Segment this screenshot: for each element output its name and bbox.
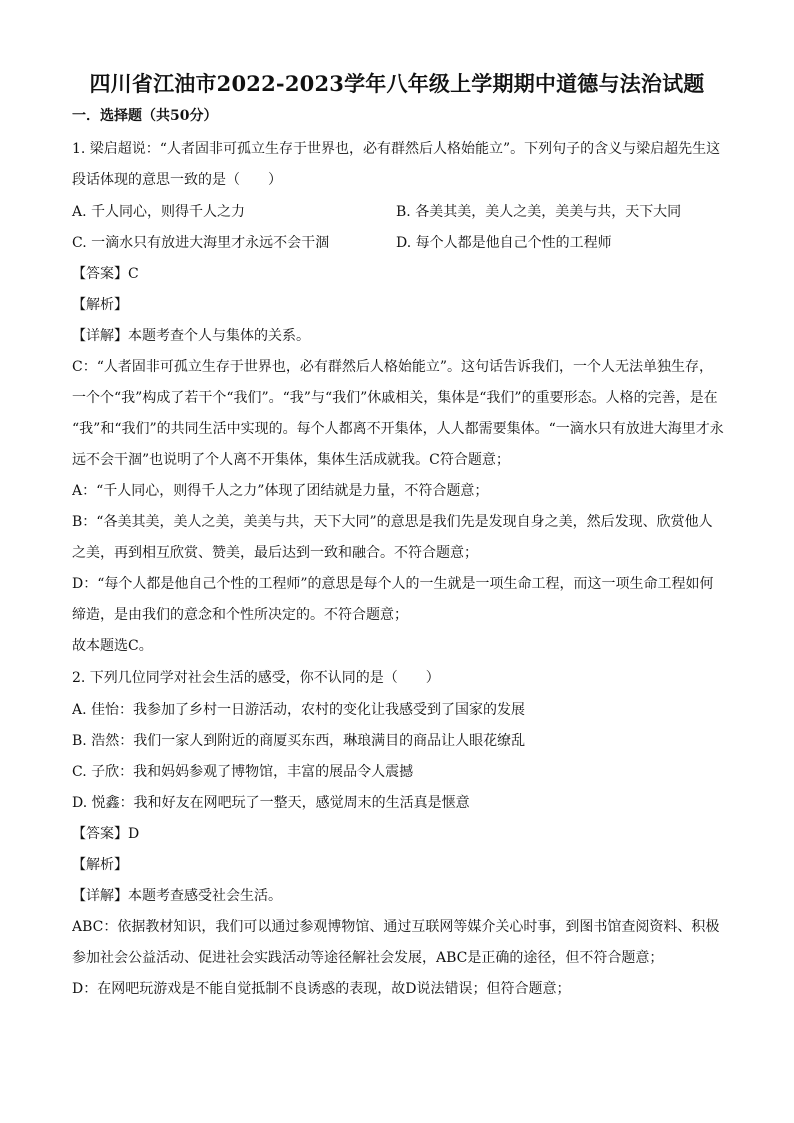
q1-explanation-line: C：“人者固非可孤立生存于世界也，必有群然后人格始能立”。这句话告诉我们，一个人无法单独生存，: [72, 359, 714, 375]
q1-options-row-1: [72, 202, 724, 222]
q2-option-d: D. 悦鑫：我和好友在网吧玩了一整天，感觉周末的生活真是惬意: [72, 795, 470, 811]
q2-detail: 【详解】本题考查感受社会生活。: [72, 888, 282, 904]
section-heading: 一．选择题（共50分）: [72, 108, 218, 124]
q2-explanation-line: ABC：依据教材知识，我们可以通过参观博物馆、通过互联网等媒介关心时事，到图书馆查阅资料、积极: [72, 919, 720, 935]
q2-option-b: B. 浩然：我们一家人到附近的商厦买东西，琳琅满目的商品让人眼花缭乱: [72, 733, 526, 749]
q1-explanation-line: 远不会干涸”也说明了个人离不开集体，集体生活成就我。C符合题意；: [72, 452, 510, 468]
q1-explanation-line: B：“各美其美，美人之美，美美与共，天下大同”的意思是我们先是发现自身之美，然后发现、欣赏他人: [72, 514, 713, 530]
q2-answer: 【答案】D: [72, 826, 140, 842]
q2-stem: 2. 下列几位同学对社会生活的感受，你不认同的是（ ）: [72, 670, 440, 686]
q1-explanation-line: 一个个“我”构成了若干个“我们”。“我”与“我们”休戚相关，集体是“我们”的重要形态。人格的完善，是在: [72, 390, 718, 406]
q1-option-b: B. 各美其美，美人之美，美美与共，天下大同: [396, 204, 682, 220]
q2-explanation-line: 参加社会公益活动、促进社会实践活动等途径解社会发展，ABC是正确的途径，但不符合题意；: [72, 950, 664, 966]
q1-stem-line-1: 1. 梁启超说：“人者固非可孤立生存于世界也，必有群然后人格始能立”。下列句子的含义与梁启超先生这: [72, 141, 721, 157]
q1-option-c: C. 一滴水只有放进大海里才永远不会干涸: [72, 235, 330, 251]
q2-analysis-label: 【解析】: [72, 857, 128, 873]
q1-explanation-line: 缔造，是由我们的意念和个性所决定的。不符合题意；: [72, 607, 408, 623]
q1-stem-line-2: 段话体现的意思一致的是（ ）: [72, 172, 282, 188]
q1-explanation-line: 故本题选C。: [72, 638, 153, 654]
q1-explanation-line: 之美，再到相互欣赏、赞美，最后达到一致和融合。不符合题意；: [72, 545, 478, 561]
q1-detail: 【详解】本题考查个人与集体的关系。: [72, 328, 310, 344]
q1-analysis-label: 【解析】: [72, 297, 128, 313]
q1-explanation-line: “我”和“我们”的共同生活中实现的。每个人都离不开集体，人人都需要集体。“一滴水只有放进大海里才永: [72, 421, 724, 437]
q1-option-d: D. 每个人都是他自己个性的工程师: [396, 235, 612, 251]
q1-option-a: A. 千人同心，则得千人之力: [72, 204, 246, 220]
q1-explanation-line: D：“每个人都是他自己个性的工程师”的意思是每个人的一生就是一项生命工程，而这一项生命工程如何: [72, 576, 714, 592]
page-title: 四川省江油市2022-2023学年八年级上学期期中道德与法治试题: [89, 71, 705, 96]
q2-option-a: A. 佳怡：我参加了乡村一日游活动，农村的变化让我感受到了国家的发展: [72, 702, 526, 718]
q1-explanation-line: A：“千人同心，则得千人之力”体现了团结就是力量，不符合题意；: [72, 483, 489, 499]
q1-answer: 【答案】C: [72, 266, 139, 282]
q2-option-c: C. 子欣：我和妈妈参观了博物馆，丰富的展品令人震撼: [72, 764, 414, 780]
q1-options-row-2: [72, 233, 724, 253]
q2-explanation-line: D：在网吧玩游戏是不能自觉抵制不良诱惑的表现，故D说法错误；但符合题意；: [72, 981, 571, 997]
